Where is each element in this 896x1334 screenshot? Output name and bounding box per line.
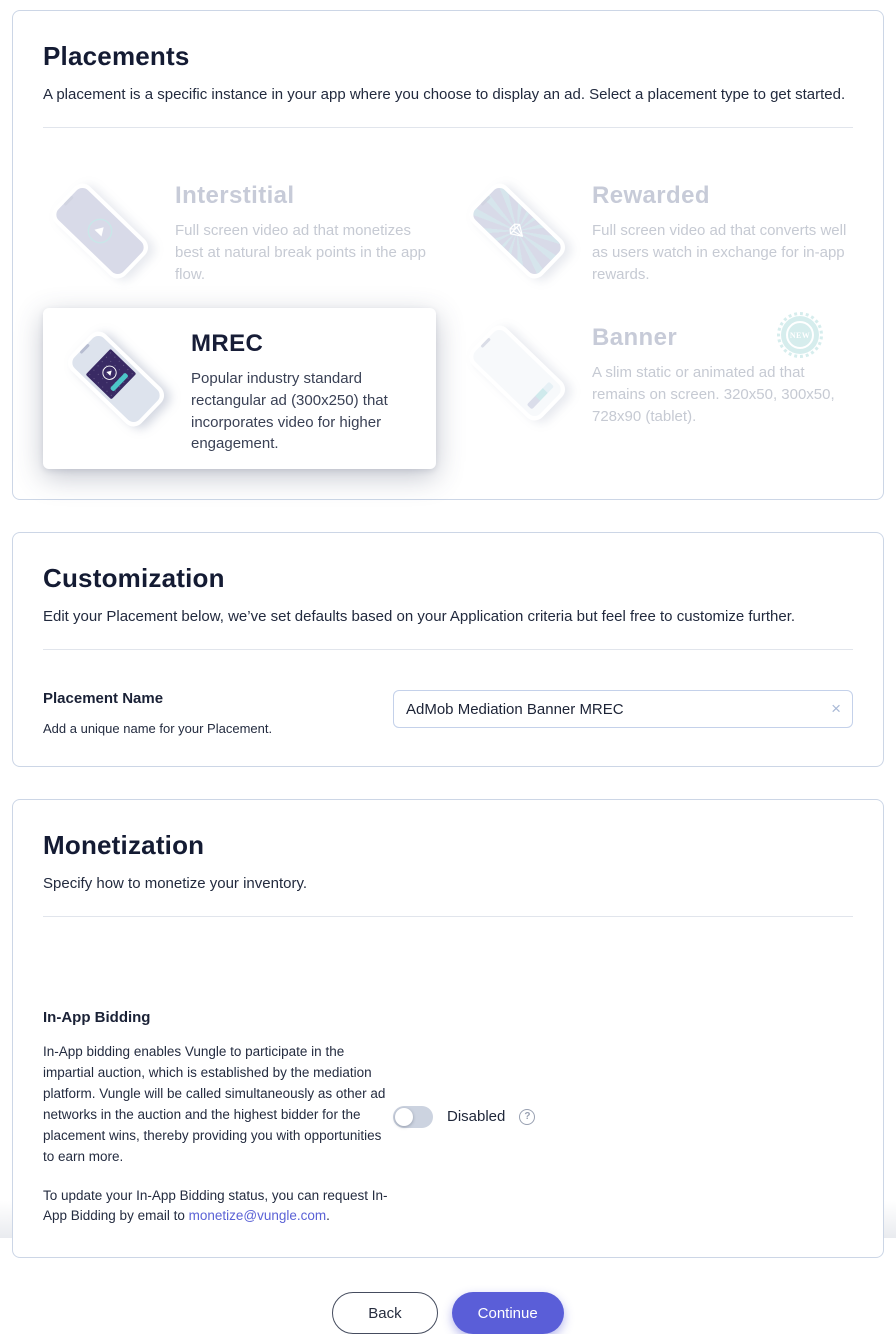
banner-phone-icon [460,316,578,428]
in-app-bidding-note [43,1186,393,1228]
customization-title: Customization [43,563,225,593]
footer-actions [12,1292,884,1334]
divider [43,649,853,650]
new-badge-label: NEW [786,321,814,349]
monetize-email-link[interactable]: monetize@vungle.com [188,1208,327,1224]
placement-type-title: MREC [191,330,264,357]
placement-type-description: Full screen video ad that monetizes best at natural break points in the app flow. [175,222,427,283]
in-app-bidding-toggle[interactable] [393,1106,433,1128]
monetization-card [12,799,884,1258]
new-badge [781,316,819,354]
help-icon[interactable]: ? [519,1109,535,1125]
placement-type-description: Popular industry standard rectangular ad (300x250) that incorporates video for higher engagement. [191,370,388,453]
monetization-description: Specify how to monetize your inventory. [43,875,308,892]
in-app-bidding-note-suffix: . [326,1208,330,1224]
placement-name-label: Placement Name [43,690,164,707]
placement-type-mrec[interactable] [43,308,436,469]
placements-description: A placement is a specific instance in your app where you choose to display an ad. Select a placement type to get started. [43,86,846,103]
back-button[interactable]: Back [332,1292,437,1334]
divider [43,916,853,917]
placement-name-input[interactable] [393,690,853,728]
customization-description: Edit your Placement below, we’ve set defaults based on your Application criteria but feel free to customize further. [43,608,796,625]
placements-title: Placements [43,41,190,71]
clear-input-icon[interactable]: × [831,699,841,718]
placement-type-grid [43,166,853,469]
in-app-bidding-description: In-App bidding enables Vungle to participate in the impartial auction, which is established by the mediation platform. Vungle will be called simultaneously as other ad networks in the auction and the highest bidder for the placement wins, thereby providing you with opportunities to earn more. [43,1044,386,1164]
in-app-bidding-row [43,1009,853,1227]
placement-type-description: A slim static or animated ad that remains on screen. 320x50, 300x50, 728x90 (tablet). [592,364,835,425]
placement-type-title: Interstitial [175,182,295,209]
placement-type-description: Full screen video ad that converts well as users watch in exchange for in-app rewards. [592,222,847,283]
placement-type-title: Rewarded [592,182,710,209]
placement-type-title: Banner [592,324,678,351]
placements-card [12,10,884,500]
in-app-bidding-note-text: To update your In-App Bidding status, you can request In-App Bidding by email to [43,1187,388,1224]
toggle-knob [395,1108,413,1126]
placement-name-help: Add a unique name for your Placement. [43,721,273,736]
rewarded-phone-icon [460,174,578,286]
mrec-phone-icon [59,322,177,434]
placement-type-interstitial[interactable] [43,166,436,294]
placement-name-row [43,690,853,736]
divider [43,127,853,128]
in-app-bidding-status: Disabled [447,1108,506,1126]
interstitial-phone-icon [43,174,161,286]
placement-type-banner[interactable] [460,308,853,469]
continue-button[interactable]: Continue [452,1292,564,1334]
in-app-bidding-label: In-App Bidding [43,1009,151,1026]
monetization-title: Monetization [43,830,205,860]
customization-card [12,532,884,767]
placement-type-rewarded[interactable] [460,166,853,294]
